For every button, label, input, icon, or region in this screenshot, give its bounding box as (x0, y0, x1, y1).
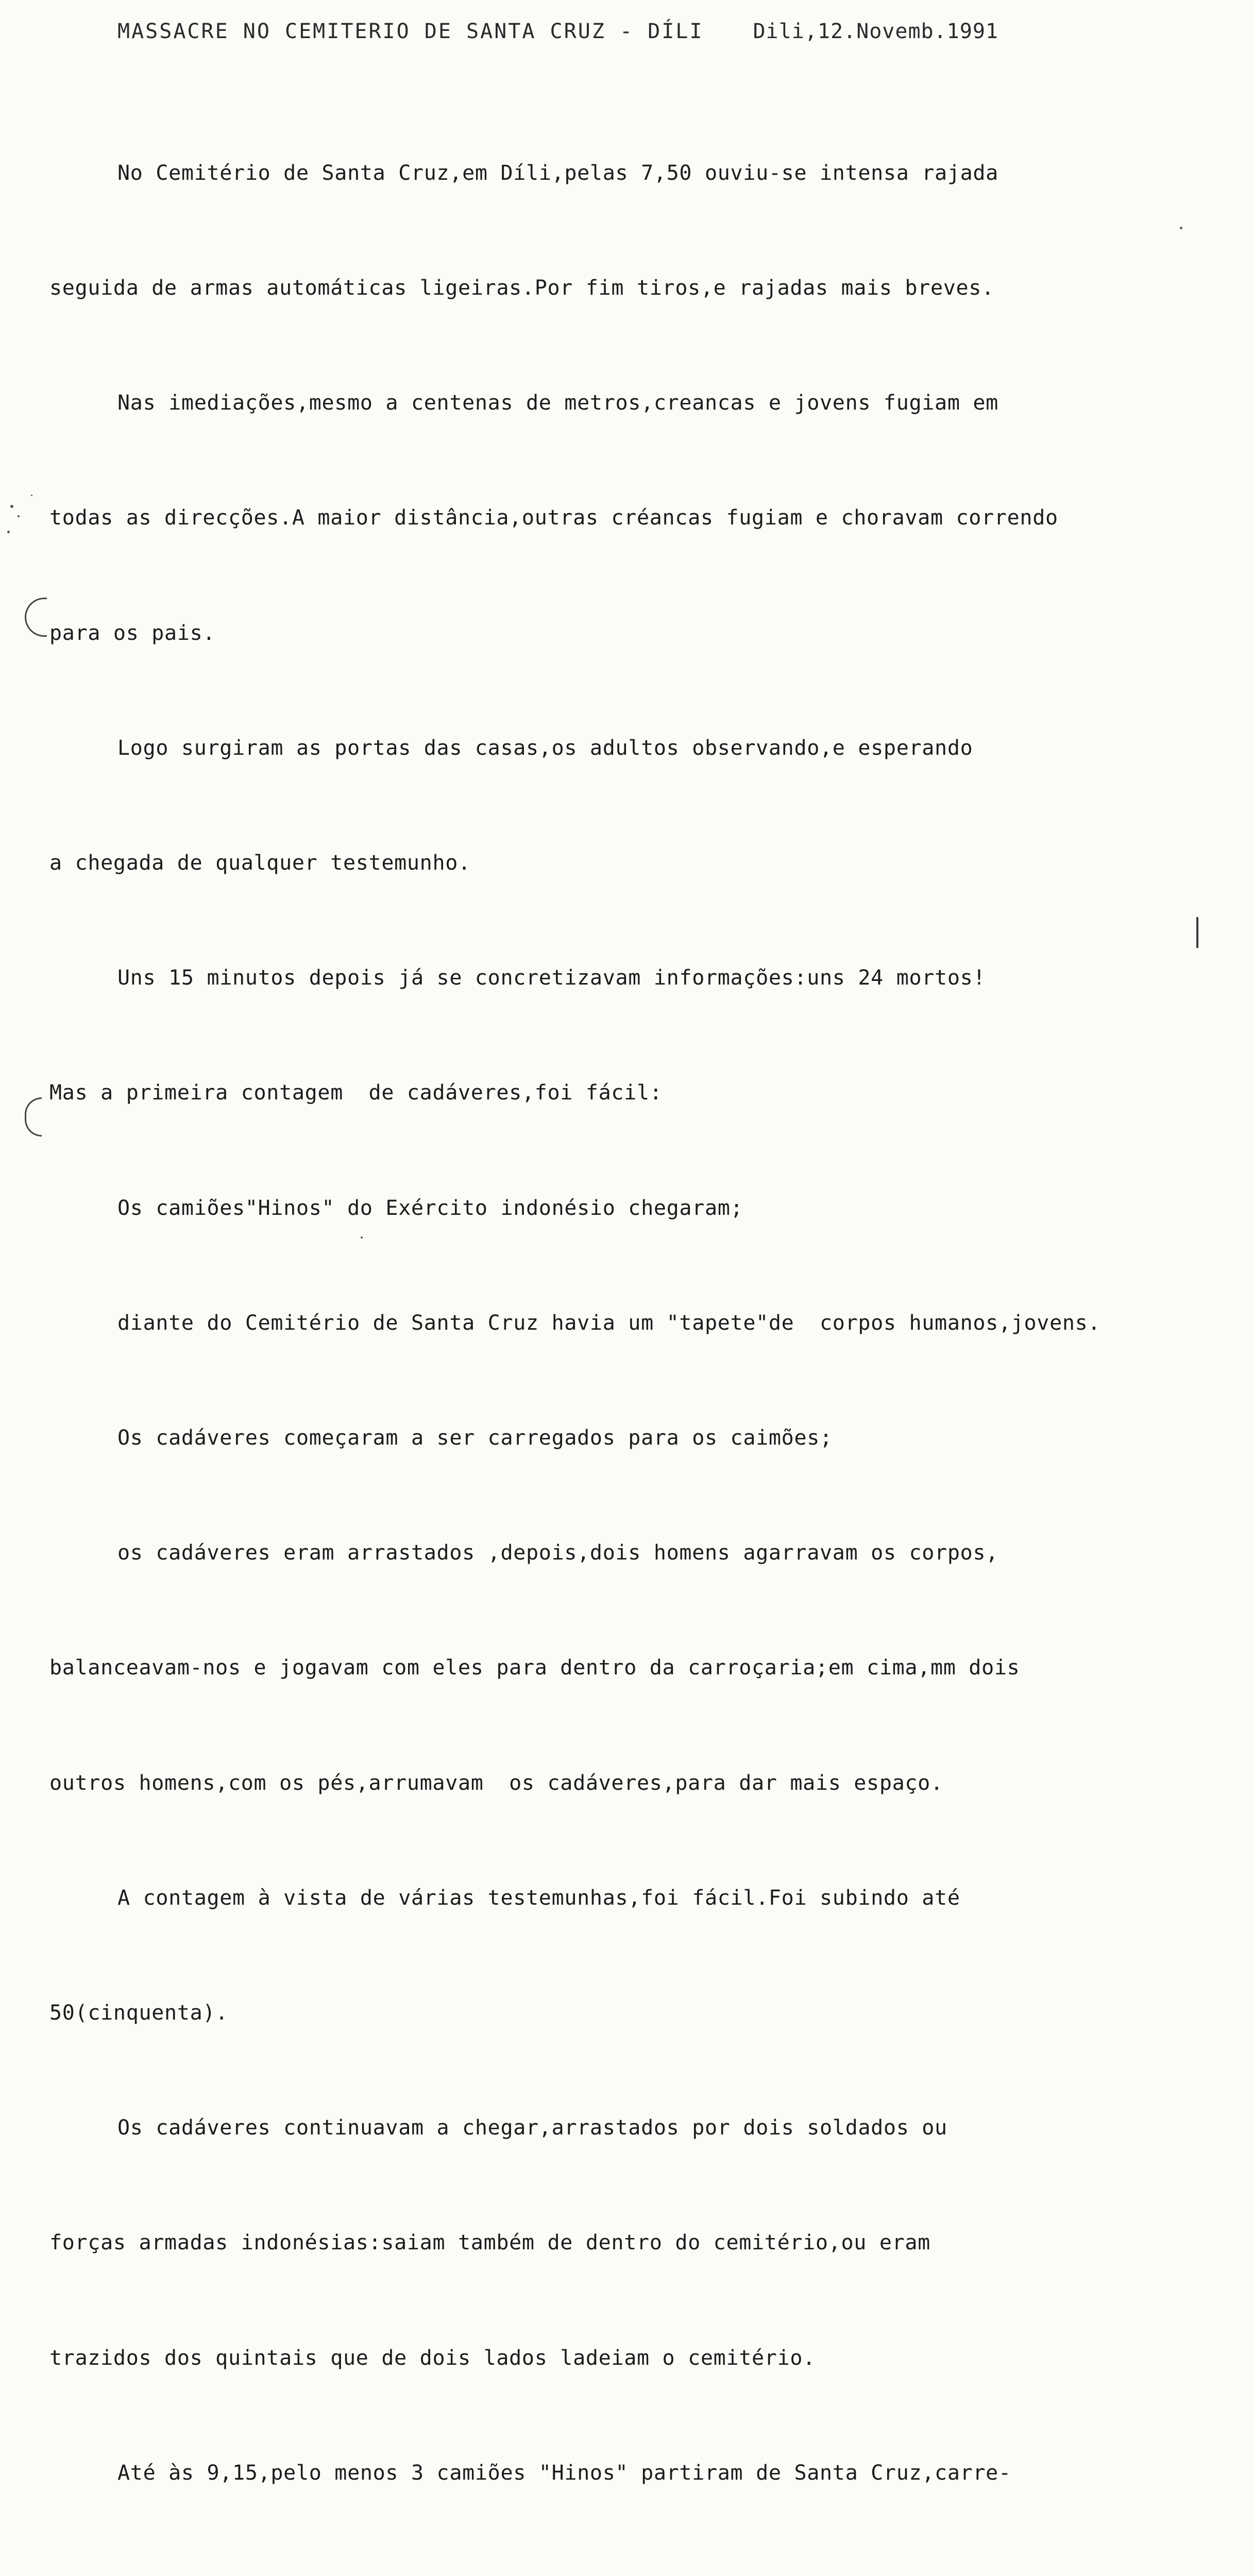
margin-bracket (25, 1097, 42, 1137)
document-title: MASSACRE NO CEMITERIO DE SANTA CRUZ - DÍLI (117, 20, 704, 43)
margin-mark (1196, 917, 1198, 948)
text-line: Os cadáveres começaram a ser carregados para os caimões; (117, 1426, 833, 1450)
text-line: Mas a primeira contagem de cadáveres,foi fácil: (49, 1081, 663, 1105)
scan-speck (1180, 227, 1182, 229)
text-line: Os camiões"Hinos" do Exército indonésio chegaram; (117, 1196, 743, 1220)
text-line: Os cadáveres continuavam a chegar,arrastados por dois soldados ou (117, 2116, 947, 2140)
text-line: diante do Cemitério de Santa Cruz havia um "tapete"de corpos humanos,jovens. (117, 1311, 1101, 1335)
document-body (49, 77, 1224, 2576)
scan-speck (31, 495, 32, 496)
text-line: balanceavam-nos e jogavam com eles para dentro da carroçaria;em cima,mm dois (49, 1656, 1020, 1680)
text-line: Nas imediações,mesmo a centenas de metros,creancas e jovens fugiam em (117, 391, 998, 415)
scan-speck (18, 515, 20, 517)
text-line: os cadáveres eram arrastados ,depois,dois homens agarravam os corpos, (117, 1541, 998, 1565)
text-line: Até às 9,15,pelo menos 3 camiões "Hinos" partiram de Santa Cruz,carre- (117, 2461, 1011, 2485)
text-line: todas as direcções.A maior distância,outras créancas fugiam e choravam correndo (49, 506, 1058, 530)
text-line (49, 2569, 1224, 2576)
text-line: a chegada de qualquer testemunho. (49, 851, 471, 875)
scan-speck (361, 1236, 363, 1239)
text-line: Uns 15 minutos depois já se concretizavam informações:uns 24 mortos! (117, 966, 986, 990)
text-line: outros homens,com os pés,arrumavam os cadáveres,para dar mais espaço. (49, 1771, 943, 1795)
margin-bracket (25, 598, 47, 637)
text-line: seguida de armas automáticas ligeiras.Por fim tiros,e rajadas mais breves. (49, 276, 994, 300)
text-line: forças armadas indonésias:saiam também de dentro do cemitério,ou eram (49, 2231, 930, 2255)
text-line: Logo surgiram as portas das casas,os adultos observando,e esperando (117, 736, 973, 760)
text-line: trazidos dos quintais que de dois lados ladeiam o cemitério. (49, 2346, 816, 2370)
scan-speck (7, 531, 10, 533)
document-header (117, 20, 1148, 43)
text-line: No Cemitério de Santa Cruz,em Díli,pelas 7,50 ouviu-se intensa rajada (117, 161, 998, 185)
text-line: 50(cinquenta). (49, 2001, 228, 2025)
scan-speck (10, 505, 13, 508)
document-date: Dili,12.Novemb.1991 (753, 20, 999, 43)
text-line: para os pais. (49, 621, 216, 645)
text-line: A contagem à vista de várias testemunhas,foi fácil.Foi subindo até (117, 1886, 960, 1910)
